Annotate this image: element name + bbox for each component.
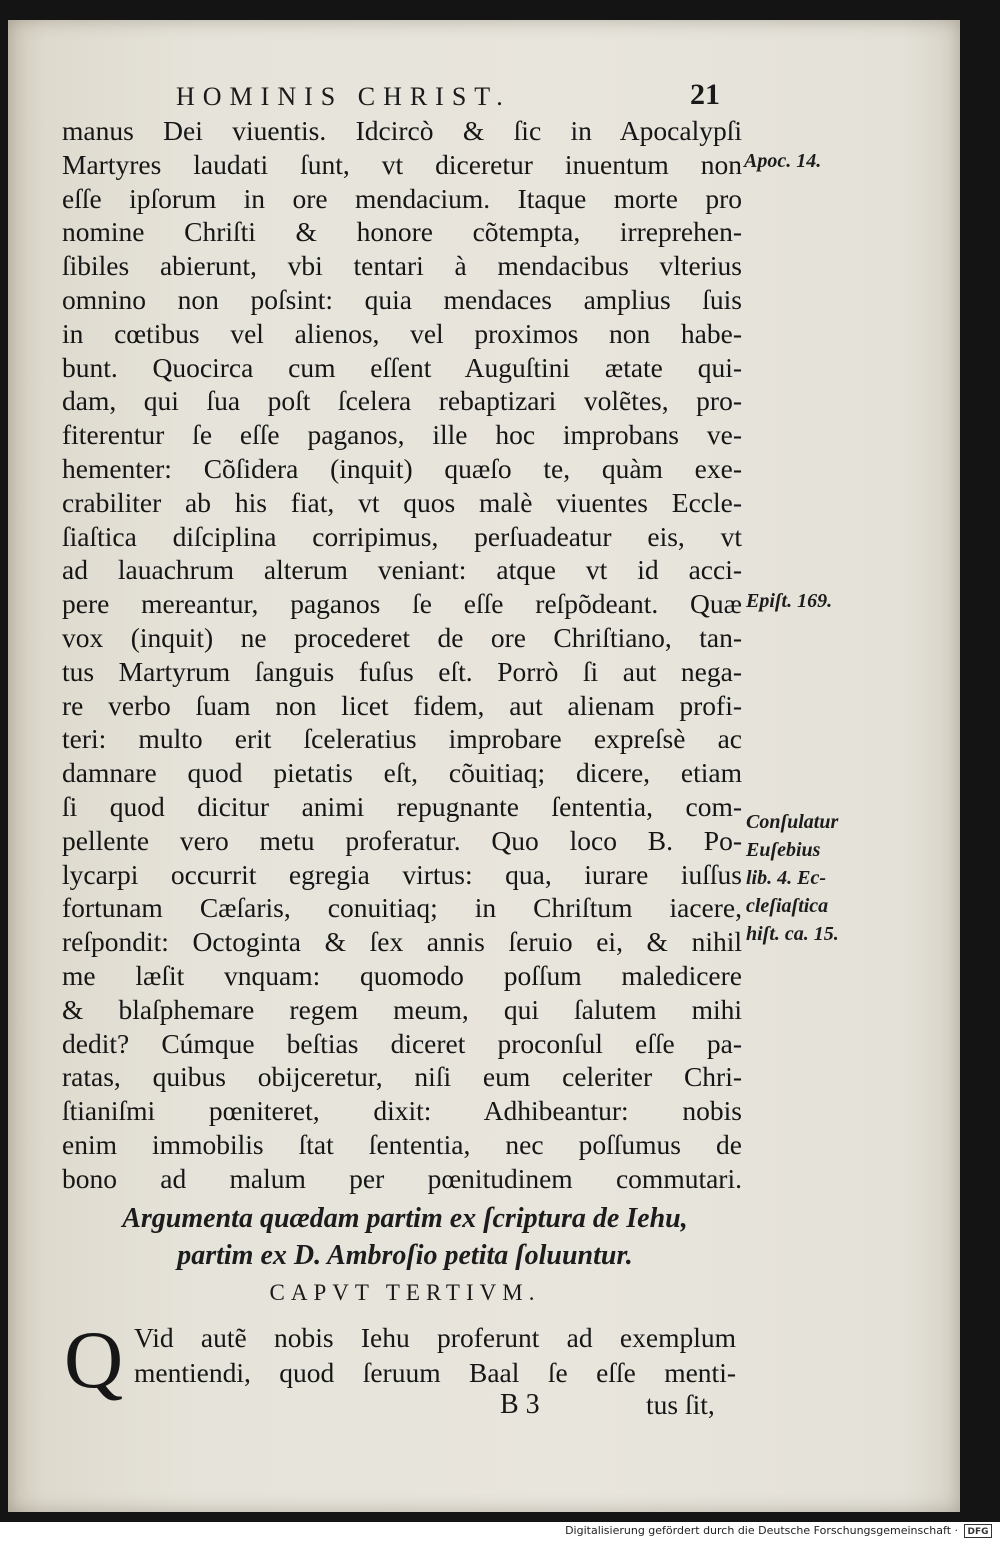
margin-note-line: Euſebius — [746, 839, 821, 861]
section-heading — [60, 1200, 750, 1274]
heading-line: partim ex D. Ambroſio petita ſoluuntur. — [177, 1240, 633, 1271]
text-line: teri: multo erit ſceleratius improbare expreſsè ac — [62, 723, 742, 755]
margin-note-eusebius — [746, 808, 839, 948]
text-line: mentiendi, quod ſeruum Baal ſe eſſe menti- — [134, 1357, 736, 1388]
drop-cap: Q — [64, 1314, 124, 1405]
text-line: lycarpi occurrit egregia virtus: qua, iurare iuſſus — [62, 858, 742, 890]
chapter-text — [134, 1320, 736, 1390]
dfg-logo-icon: DFG — [964, 1524, 992, 1538]
text-line: ſibiles abierunt, vbi tentari à mendacibus vlterius — [62, 250, 742, 282]
text-line: damnare quod pietatis eſt, cõuitiaq; dicere, etiam — [62, 757, 742, 789]
text-line: me læſit vnquam: quomodo poſſum maledicere — [62, 959, 742, 991]
text-line: tus Martyrum ſanguis fuſus eſt. Porrò ſi aut nega- — [62, 655, 742, 687]
text-line: fiterentur ſe eſſe paganos, ille hoc improbans ve- — [62, 419, 742, 451]
body-text — [62, 114, 742, 1196]
signature-mark: B 3 — [500, 1389, 540, 1420]
text-line: ratas, quibus obijceretur, niſi eum celeriter Chri- — [62, 1061, 742, 1093]
text-line: fortunam Cæſaris, conuitiaq; in Chriſtum iacere, — [62, 892, 742, 924]
margin-note-line: Conſulatur — [746, 811, 839, 833]
page-number: 21 — [690, 78, 720, 111]
text-line: omnino non poſsint: quia mendaces amplius ſuis — [62, 283, 742, 315]
text-line: Vid autẽ nobis Iehu proferunt ad exemplum — [134, 1322, 736, 1353]
footer-credit: Digitalisierung gefördert durch die Deutsche Forschungsgemeinschaft · — [565, 1524, 958, 1537]
margin-note-epistle: Epiſt. 169. — [746, 590, 833, 612]
text-line: enim immobilis ſtat ſententia, nec poſſumus de — [62, 1128, 742, 1160]
text-line: ad lauachrum alterum veniant: atque vt id acci- — [62, 554, 742, 586]
catchword: tus ſit, — [646, 1389, 715, 1420]
text-line: dedit? Cúmque beſtias diceret proconſul eſſe pa- — [62, 1027, 742, 1059]
text-line: re verbo ſuam non licet fidem, aut alienam profi- — [62, 689, 742, 721]
text-line: ſtianiſmi pœniteret, dixit: Adhibeantur: nobis — [62, 1095, 742, 1127]
text-line: pere mereantur, paganos ſe eſſe reſpõdeant. Quæ — [62, 588, 742, 620]
text-line: in cœtibus vel alienos, vel proximos non habe- — [62, 317, 742, 349]
running-head: HOMINIS CHRIST. — [176, 82, 511, 111]
text-line: reſpondit: Octoginta & ſex annis ſeruio ei, & nihil — [62, 926, 742, 958]
text-line: eſſe ipſorum in ore mendacium. Itaque morte pro — [62, 182, 742, 214]
heading-line: Argumenta quædam partim ex ſcriptura de Iehu, — [122, 1203, 688, 1234]
text-line: dam, qui ſua poſt ſcelera rebaptizari volẽtes, pro- — [62, 385, 742, 417]
margin-note-line: hiſt. ca. 15. — [746, 923, 839, 945]
text-line: bunt. Quocirca cum eſſent Auguſtini ætate qui- — [62, 351, 742, 383]
text-line: ſi quod dicitur animi repugnante ſententia, com- — [62, 790, 742, 822]
chapter-label: CAPVT TERTIVM. — [269, 1280, 541, 1305]
text-line: manus Dei viuentis. Idcircò & ſic in Apocalypſi — [62, 115, 742, 146]
margin-note-line: lib. 4. Ec- — [746, 867, 826, 889]
margin-note-line: cleſiaſtica — [746, 895, 829, 917]
margin-note-apocalypse: Apoc. 14. — [744, 150, 822, 172]
text-line: & blaſphemare regem meum, qui ſalutem mihi — [62, 993, 742, 1025]
text-line: nomine Chriſti & honore cõtempta, irreprehen- — [62, 216, 742, 248]
text-line: Martyres laudati ſunt, vt diceretur inuentum non — [62, 148, 742, 180]
text-line: crabiliter ab his fiat, vt quos malè viuentes Eccle- — [62, 486, 742, 518]
text-line: pellente vero metu proferatur. Quo loco B. Po- — [62, 824, 742, 856]
text-line: hementer: Cõſidera (inquit) quæſo te, quàm exe- — [62, 452, 742, 484]
text-line: ſiaſtica diſciplina corripimus, perſuadeatur eis, vt — [62, 520, 742, 552]
text-line: bono ad malum per pœnitudinem commutari. — [62, 1162, 742, 1194]
text-line: vox (inquit) ne procederet de ore Chriſtiano, tan- — [62, 621, 742, 653]
